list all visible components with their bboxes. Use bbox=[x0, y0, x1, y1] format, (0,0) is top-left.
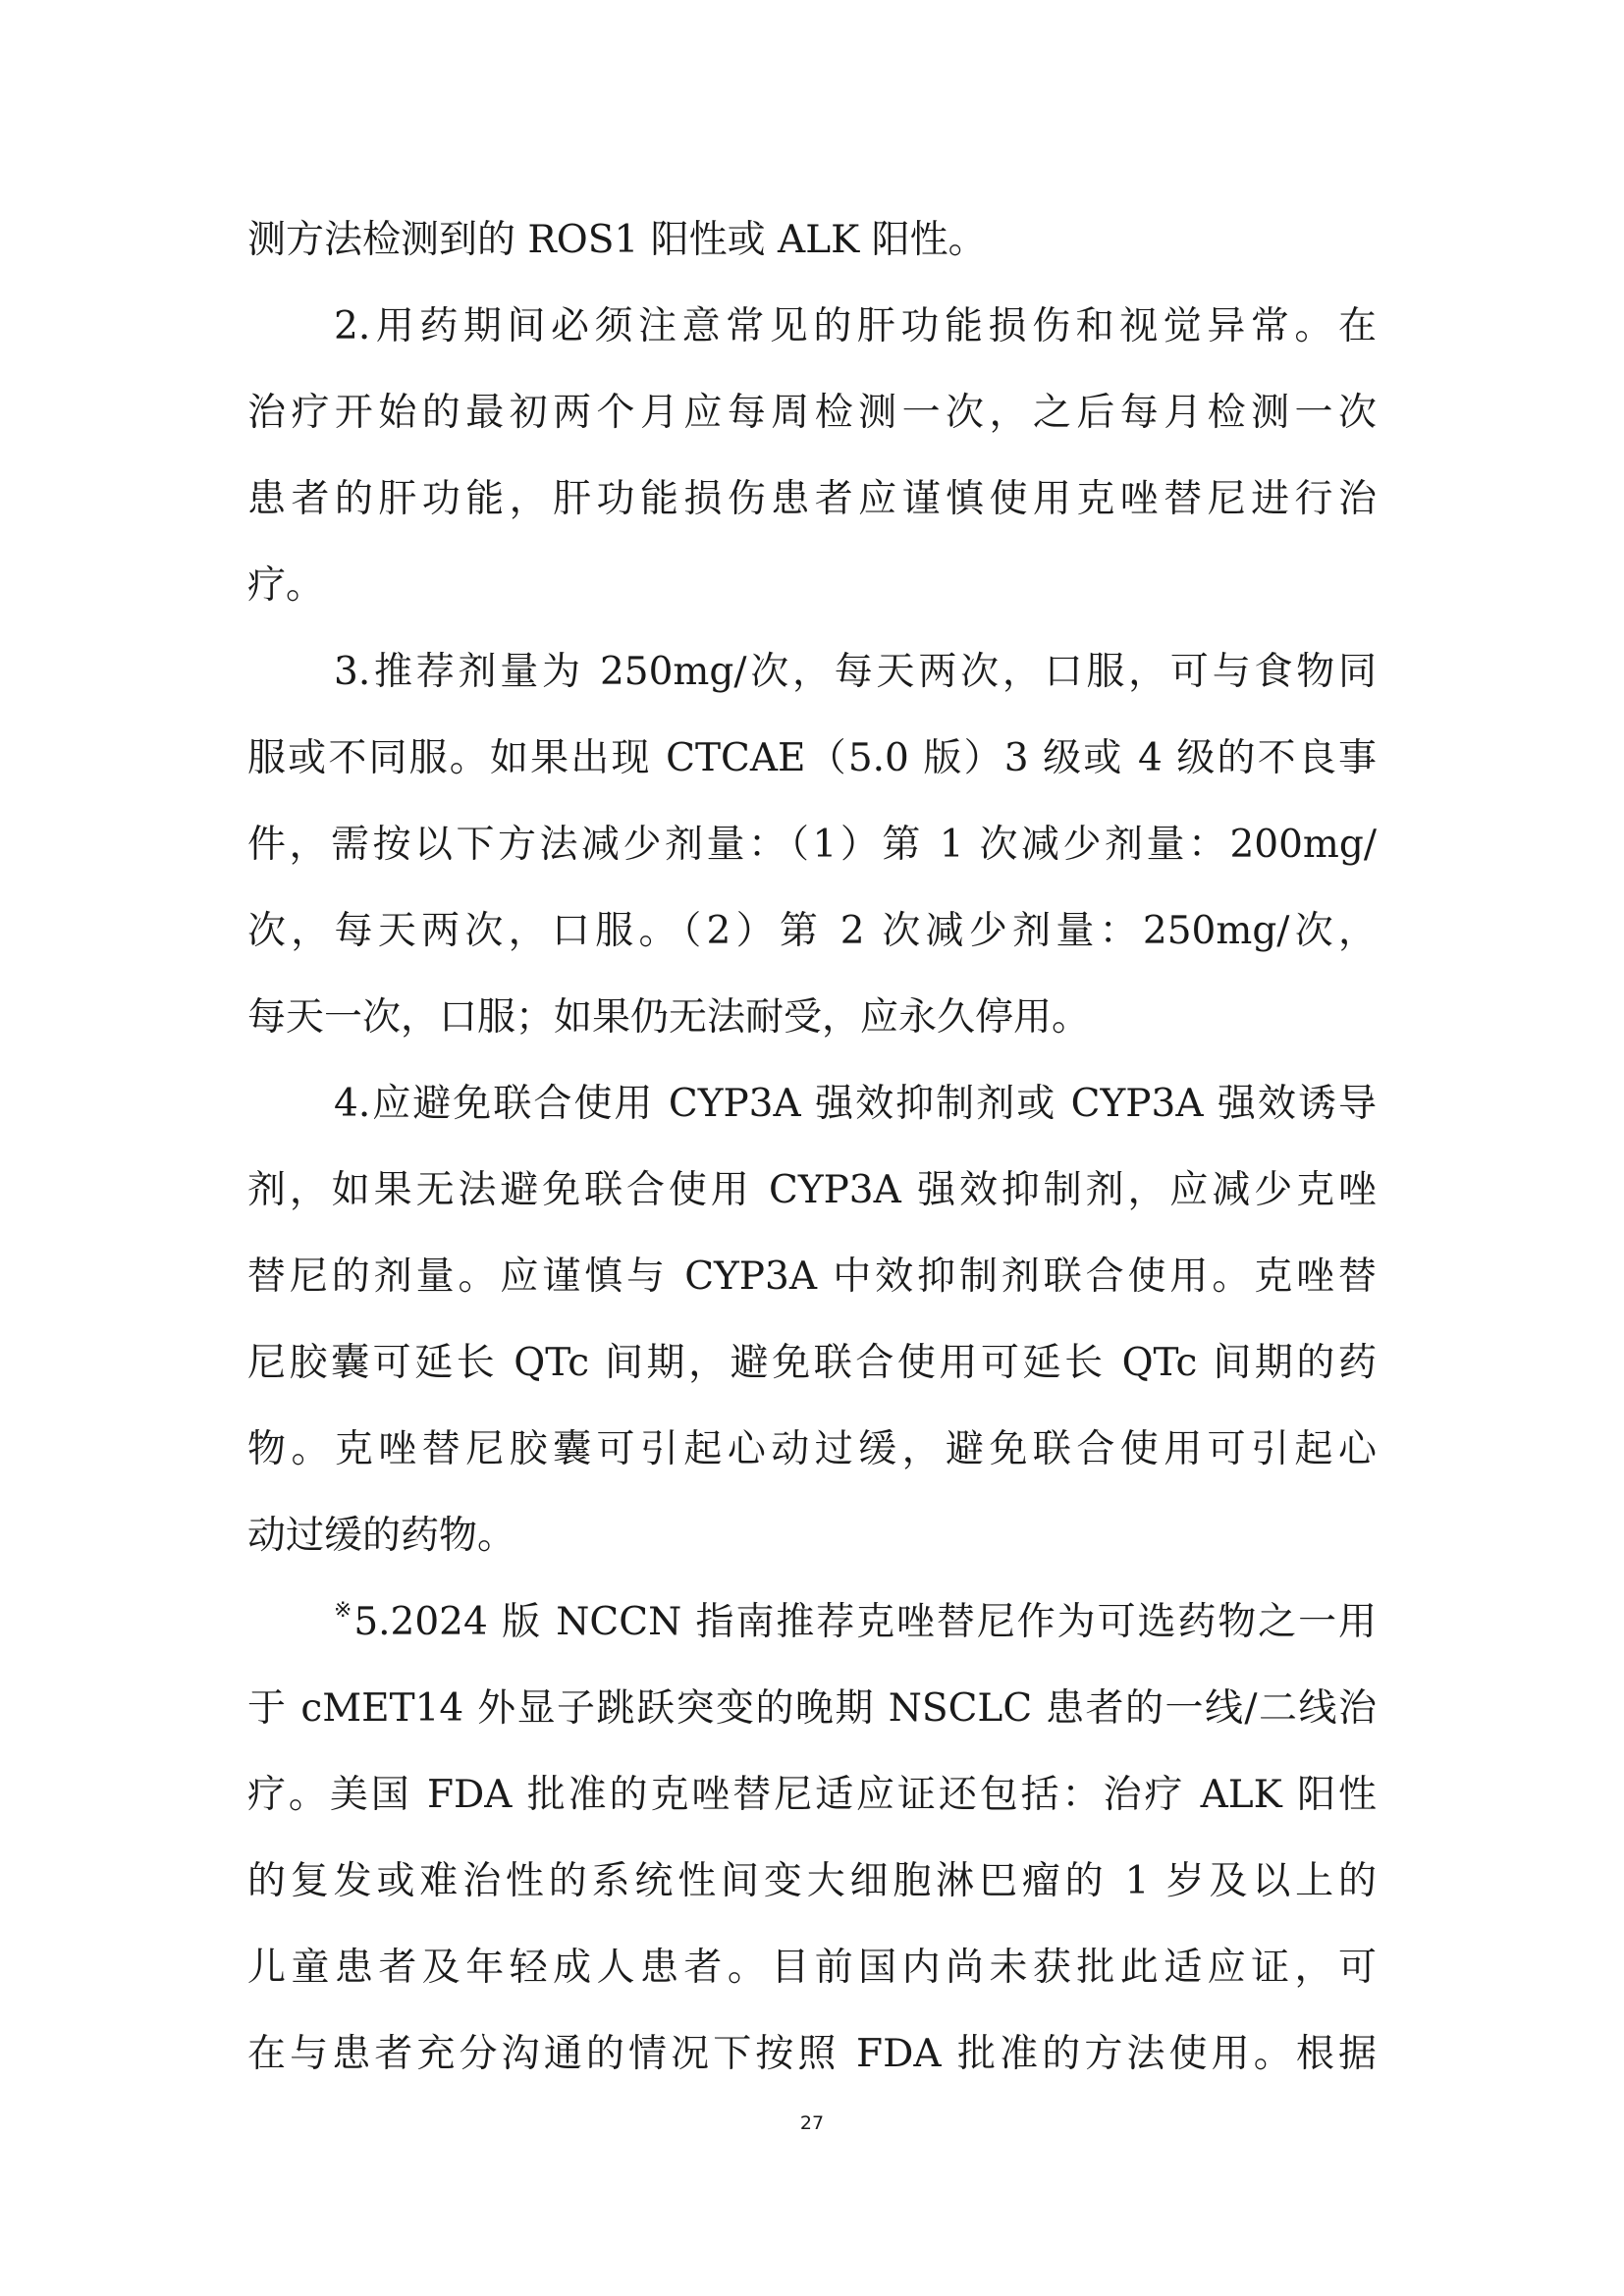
text-line: 动过缓的药物。 bbox=[247, 1514, 516, 1558]
text-line: 治疗开始的最初两个月应每周检测一次，之后每月检测一次 bbox=[247, 391, 1377, 435]
reference-mark: ※ bbox=[334, 1598, 354, 1623]
text-line: 3.推荐剂量为 250mg/次，每天两次，口服，可与食物同 bbox=[334, 650, 1377, 694]
page-number: 27 bbox=[799, 2112, 825, 2134]
text-line: 患者的肝功能，肝功能损伤患者应谨慎使用克唑替尼进行治 bbox=[247, 477, 1377, 521]
text-line: 次，每天两次，口服。（2）第 2 次减少剂量：250mg/次， bbox=[247, 909, 1377, 953]
text-line: 服或不同服。如果出现 CTCAE（5.0 版）3 级或 4 级的不良事 bbox=[247, 736, 1377, 780]
text-line: 物。克唑替尼胶囊可引起心动过缓，避免联合使用可引起心 bbox=[247, 1427, 1377, 1471]
text-line: 测方法检测到的 ROS1 阳性或 ALK 阳性。 bbox=[247, 218, 987, 262]
text-line: 儿童患者及年轻成人患者。目前国内尚未获批此适应证，可 bbox=[247, 1946, 1377, 1990]
text-line: 在与患者充分沟通的情况下按照 FDA 批准的方法使用。根据 bbox=[247, 2032, 1377, 2076]
text-line: 于 cMET14 外显子跳跃突变的晚期 NSCLC 患者的一线/二线治 bbox=[247, 1686, 1377, 1731]
text-line-content: 5.2024 版 NCCN 指南推荐克唑替尼作为可选药物之一用 bbox=[353, 1600, 1377, 1644]
text-line: 2.用药期间必须注意常见的肝功能损伤和视觉异常。在 bbox=[334, 304, 1377, 348]
text-line: 剂，如果无法避免联合使用 CYP3A 强效抑制剂，应减少克唑 bbox=[247, 1168, 1377, 1212]
text-line: 尼胶囊可延长 QTc 间期，避免联合使用可延长 QTc 间期的药 bbox=[247, 1341, 1377, 1385]
text-line: 4.应避免联合使用 CYP3A 强效抑制剂或 CYP3A 强效诱导 bbox=[334, 1082, 1377, 1126]
text-line bbox=[334, 1588, 1377, 1657]
text-line: 每天一次，口服；如果仍无法耐受，应永久停用。 bbox=[247, 995, 1091, 1040]
text-line: 疗。 bbox=[247, 563, 325, 608]
text-line: 替尼的剂量。应谨慎与 CYP3A 中效抑制剂联合使用。克唑替 bbox=[247, 1255, 1377, 1299]
text-line: 疗。美国 FDA 批准的克唑替尼适应证还包括：治疗 ALK 阳性 bbox=[247, 1773, 1377, 1817]
text-line: 件，需按以下方法减少剂量：（1）第 1 次减少剂量：200mg/ bbox=[247, 823, 1377, 867]
text-line: 的复发或难治性的系统性间变大细胞淋巴瘤的 1 岁及以上的 bbox=[247, 1859, 1377, 1903]
